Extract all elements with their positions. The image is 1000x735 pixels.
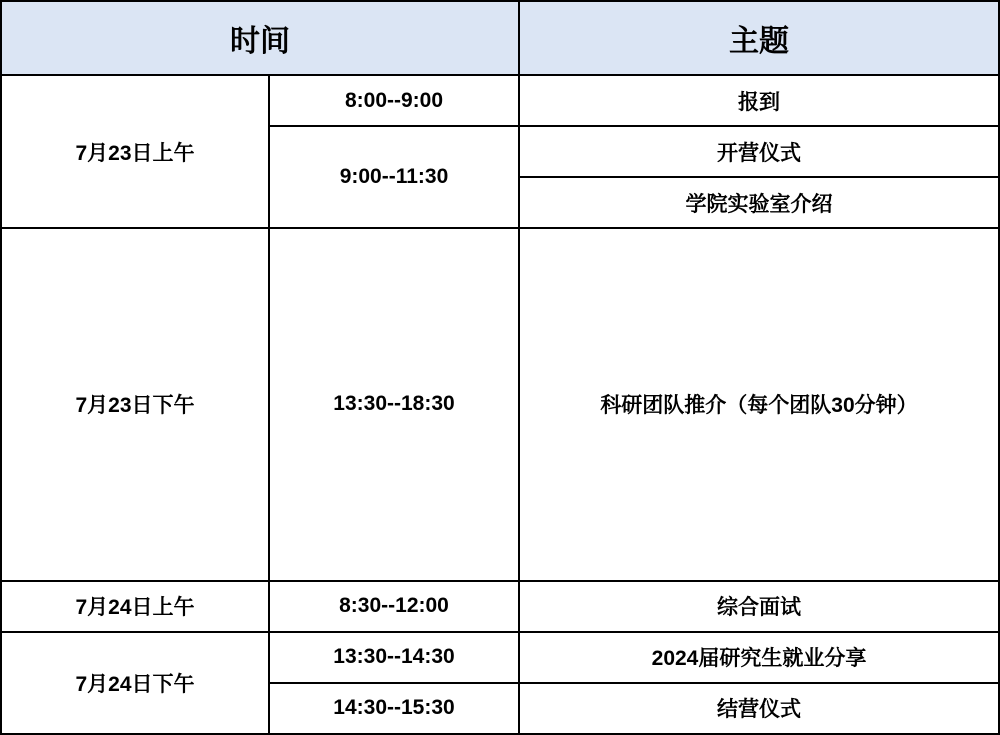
table-row xyxy=(1,228,999,580)
time-cell: 13:30--14:30 xyxy=(269,632,519,683)
time-cell: 8:30--12:00 xyxy=(269,581,519,632)
table-body xyxy=(1,75,999,734)
time-cell: 13:30--18:30 xyxy=(269,228,519,580)
table-header-row xyxy=(1,1,999,75)
topic-cell: 2024届研究生就业分享 xyxy=(519,632,999,683)
time-cell: 14:30--15:30 xyxy=(269,683,519,734)
period-cell: 7月23日上午 xyxy=(1,75,269,228)
topic-cell: 科研团队推介（每个团队30分钟） xyxy=(519,228,999,580)
table-row xyxy=(1,581,999,632)
period-cell: 7月24日上午 xyxy=(1,581,269,632)
topic-cell: 综合面试 xyxy=(519,581,999,632)
topic-cell: 结营仪式 xyxy=(519,683,999,734)
topic-cell: 报到 xyxy=(519,75,999,126)
topic-cell: 学院实验室介绍 xyxy=(519,177,999,228)
header-time: 时间 xyxy=(1,1,519,75)
table-header xyxy=(1,1,999,75)
period-cell: 7月24日下午 xyxy=(1,632,269,734)
period-cell: 7月23日下午 xyxy=(1,228,269,580)
table-row xyxy=(1,75,999,126)
topic-cell: 开营仪式 xyxy=(519,126,999,177)
time-cell: 8:00--9:00 xyxy=(269,75,519,126)
table-row xyxy=(1,632,999,683)
time-cell: 9:00--11:30 xyxy=(269,126,519,228)
header-topic: 主题 xyxy=(519,1,999,75)
